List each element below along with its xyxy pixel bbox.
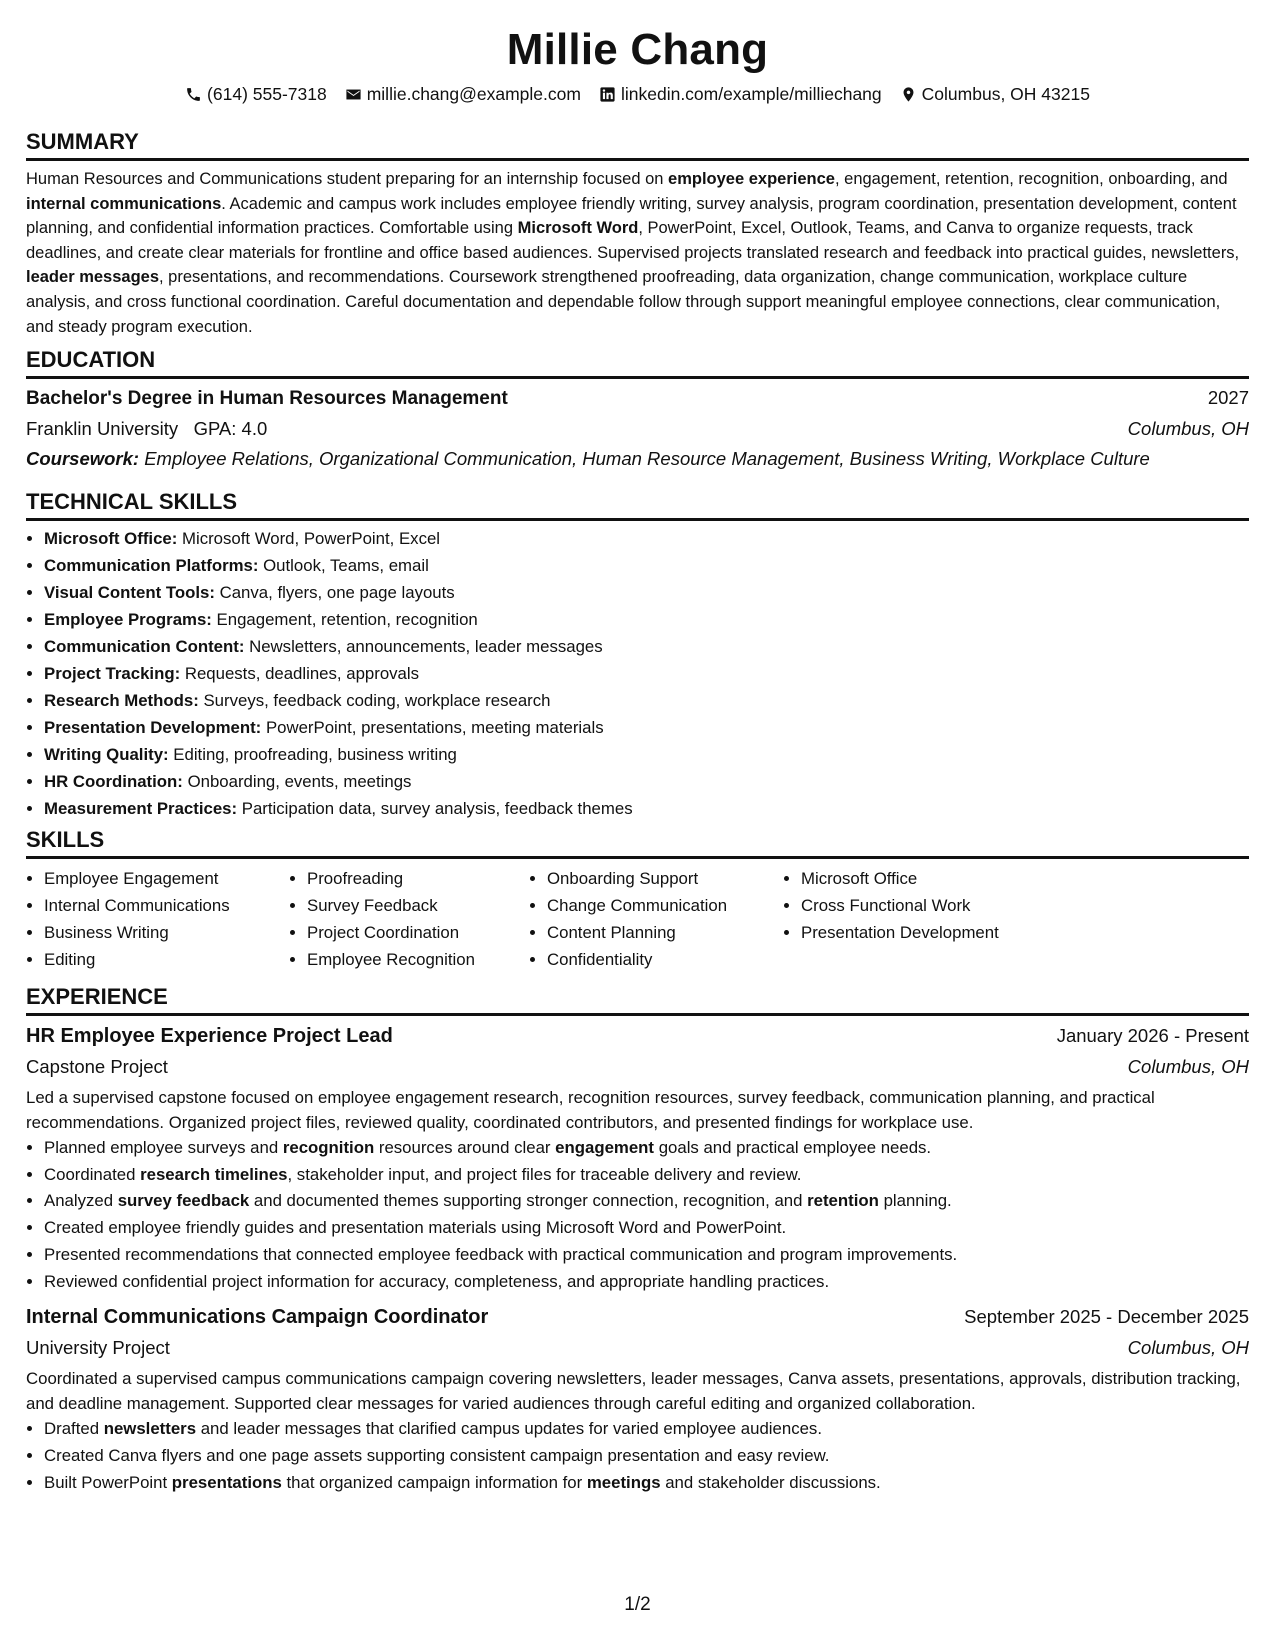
skill-item: • Employee Engagement bbox=[44, 865, 289, 892]
job-bullets bbox=[26, 1135, 1249, 1295]
job-dates: January 2026 - Present bbox=[1056, 1025, 1249, 1046]
skills-column bbox=[289, 865, 529, 973]
job-bullet: • Drafted newsletters and leader messages that clarified campus updates for varied employee audiences. bbox=[44, 1416, 1249, 1443]
skill-item: • Survey Feedback bbox=[307, 892, 529, 919]
job-title: Internal Communications Campaign Coordinator bbox=[26, 1306, 489, 1329]
technical-skill-item: • Project Tracking: Requests, deadlines, approvals bbox=[44, 660, 1249, 687]
technical-skill-item: • Employee Programs: Engagement, retention, recognition bbox=[44, 606, 1249, 633]
job-bullet: • Analyzed survey feedback and documented themes supporting stronger connection, recognition, and retention planning. bbox=[44, 1188, 1249, 1215]
skill-item: • Confidentiality bbox=[547, 946, 783, 973]
technical-skill-item: • Measurement Practices: Participation data, survey analysis, feedback themes bbox=[44, 795, 1249, 822]
skills-column bbox=[529, 865, 783, 973]
section-title-technical-skills: TECHNICAL SKILLS bbox=[26, 488, 1249, 521]
coursework-line: Coursework: Employee Relations, Organizational Communication, Human Resource Management, Business Writing, Workplace Culture bbox=[26, 448, 1150, 469]
experience-section bbox=[26, 983, 1249, 1496]
skill-item: • Cross Functional Work bbox=[801, 892, 1061, 919]
job-bullet: • Created Canva flyers and one page assets supporting consistent campaign presentation and easy review. bbox=[44, 1443, 1249, 1470]
technical-skill-item: • Visual Content Tools: Canva, flyers, one page layouts bbox=[44, 579, 1249, 606]
summary-section bbox=[26, 128, 1249, 339]
phone-icon bbox=[185, 86, 202, 103]
graduation-year: 2027 bbox=[1207, 387, 1249, 408]
job-location: Columbus, OH bbox=[1127, 1056, 1249, 1077]
education-section bbox=[26, 346, 1249, 474]
degree-title: Bachelor's Degree in Human Resources Management bbox=[26, 388, 508, 409]
skill-item: • Employee Recognition bbox=[307, 946, 529, 973]
contact-linkedin[interactable] bbox=[599, 84, 882, 105]
skill-item: • Microsoft Office bbox=[801, 865, 1061, 892]
email-link[interactable]: millie.chang@example.com bbox=[366, 83, 581, 104]
section-title-skills: SKILLS bbox=[26, 826, 1249, 859]
linkedin-link[interactable]: linkedin.com/example/milliechang bbox=[620, 83, 882, 104]
job-bullets bbox=[26, 1416, 1249, 1496]
map-pin-icon bbox=[900, 86, 917, 103]
job-title: HR Employee Experience Project Lead bbox=[26, 1025, 393, 1047]
skill-item: • Project Coordination bbox=[307, 919, 529, 946]
technical-skill-item: • Communication Platforms: Outlook, Teams, email bbox=[44, 552, 1249, 579]
skill-item: • Onboarding Support bbox=[547, 865, 783, 892]
contact-phone bbox=[185, 84, 327, 105]
job-organization: University Project bbox=[26, 1337, 170, 1359]
phone-text: (614) 555-7318 bbox=[207, 83, 327, 104]
skill-item: • Internal Communications bbox=[44, 892, 289, 919]
contact-email[interactable] bbox=[345, 84, 581, 105]
section-title-experience: EXPERIENCE bbox=[26, 983, 1249, 1016]
skill-item: • Content Planning bbox=[547, 919, 783, 946]
job-description: Coordinated a supervised campus communications campaign covering newsletters, leader messages, Canva assets, presentations, approvals, distribution tracking, and deadline management. Supported clear messages for varied audiences through careful editing and organized collaboration. bbox=[26, 1369, 1241, 1413]
technical-skill-item: • Writing Quality: Editing, proofreading, business writing bbox=[44, 741, 1249, 768]
page-number: 1/2 bbox=[624, 1594, 651, 1615]
job-description: Led a supervised capstone focused on employee engagement research, recognition resources, survey feedback, communication planning, and practical recommendations. Organized project files, reviewed quality, coordinated contributors, and presented findings for workplace use. bbox=[26, 1088, 1155, 1132]
experience-list bbox=[26, 1020, 1249, 1496]
technical-skill-item: • Research Methods: Surveys, feedback coding, workplace research bbox=[44, 687, 1249, 714]
job-bullet: • Coordinated research timelines, stakeholder input, and project files for traceable delivery and review. bbox=[44, 1162, 1249, 1189]
job-bullet: • Created employee friendly guides and presentation materials using Microsoft Word and PowerPoint. bbox=[44, 1215, 1249, 1242]
experience-entry bbox=[26, 1301, 1249, 1496]
skill-item: • Change Communication bbox=[547, 892, 783, 919]
skill-item: • Proofreading bbox=[307, 865, 529, 892]
job-location: Columbus, OH bbox=[1127, 1337, 1249, 1359]
linkedin-icon bbox=[599, 86, 616, 103]
technical-skills-section bbox=[26, 488, 1249, 822]
technical-skill-item: • Communication Content: Newsletters, announcements, leader messages bbox=[44, 633, 1249, 660]
section-title-summary: SUMMARY bbox=[26, 128, 1249, 161]
technical-skill-item: • HR Coordination: Onboarding, events, meetings bbox=[44, 768, 1249, 795]
resume-page bbox=[26, 0, 1249, 1492]
skill-item: • Business Writing bbox=[44, 919, 289, 946]
job-dates: September 2025 - December 2025 bbox=[964, 1306, 1249, 1328]
location-text: Columbus, OH 43215 bbox=[921, 83, 1090, 104]
section-title-education: EDUCATION bbox=[26, 346, 1249, 379]
summary-text: Human Resources and Communications student preparing for an internship focused on employee experience, engagement, retention, recognition, onboarding, and internal communications. Academic and campus work includes employee friendly writing, survey analysis, program coordination, presentation development, content planning, and confidential information practices. Comfortable using Microsoft Word, PowerPoint, Excel, Outlook, Teams, and Canva to organize requests, track deadlines, and create clear materials for frontline and office based audiences. Supervised projects translated research and feedback into practical guides, newsletters, leader messages, presentations, and recommendations. Coursework strengthened proofreading, data organization, change communication, workplace culture analysis, and cross functional coordination. Careful documentation and dependable follow through support meaningful employee connections, clear communication, and steady program execution. bbox=[26, 170, 1240, 336]
contact-location bbox=[900, 84, 1090, 105]
skill-item: • Editing bbox=[44, 946, 289, 973]
job-bullet: • Built PowerPoint presentations that organized campaign information for meetings and stakeholder discussions. bbox=[44, 1470, 1249, 1497]
school-line: Franklin University GPA: 4.0 bbox=[26, 418, 268, 439]
technical-skills-list bbox=[26, 525, 1249, 822]
job-bullet: • Reviewed confidential project information for accuracy, completeness, and appropriate handling practices. bbox=[44, 1269, 1249, 1296]
job-bullet: • Planned employee surveys and recognition resources around clear engagement goals and practical employee needs. bbox=[44, 1135, 1249, 1162]
skills-columns bbox=[26, 865, 1249, 973]
skills-section bbox=[26, 826, 1249, 973]
technical-skill-item: • Presentation Development: PowerPoint, presentations, meeting materials bbox=[44, 714, 1249, 741]
skill-item: • Presentation Development bbox=[801, 919, 1061, 946]
envelope-icon bbox=[345, 86, 362, 103]
experience-entry bbox=[26, 1020, 1249, 1295]
job-organization: Capstone Project bbox=[26, 1056, 168, 1077]
skills-column bbox=[783, 865, 1061, 973]
contact-bar bbox=[26, 82, 1249, 106]
name-heading: Millie Chang bbox=[506, 25, 769, 74]
job-bullet: • Presented recommendations that connected employee feedback with practical communication and program improvements. bbox=[44, 1242, 1249, 1269]
technical-skill-item: • Microsoft Office: Microsoft Word, PowerPoint, Excel bbox=[44, 525, 1249, 552]
school-location: Columbus, OH bbox=[1127, 418, 1249, 439]
skills-column bbox=[26, 865, 289, 973]
